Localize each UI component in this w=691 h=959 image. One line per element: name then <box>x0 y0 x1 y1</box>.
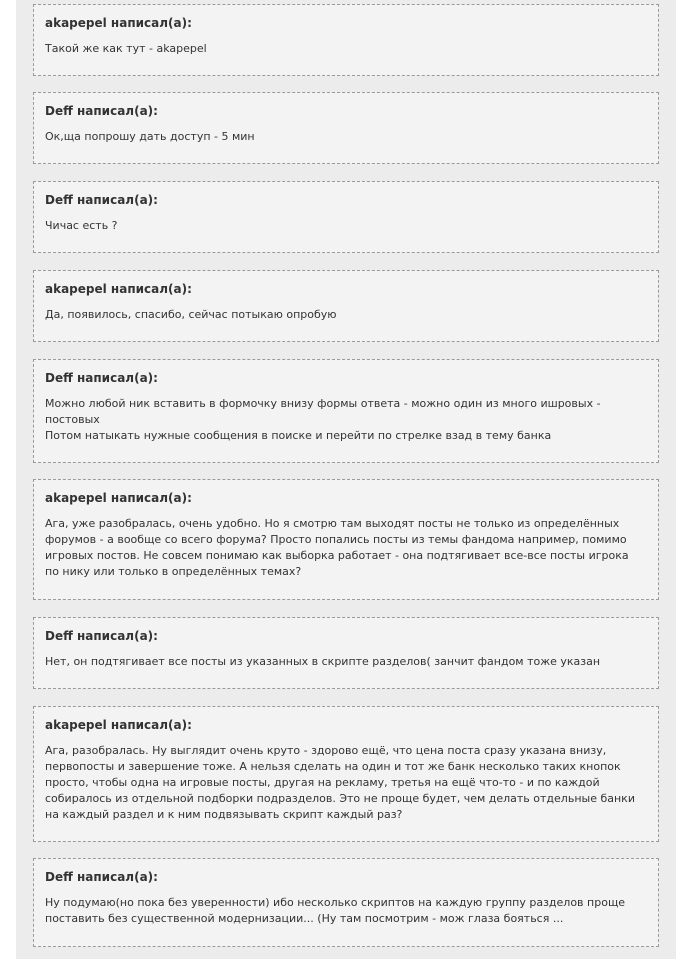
quote-line: форумов - а вообще со всего форума? Просто попались посты из темы фандома например, помимо <box>45 533 627 546</box>
quote-line: Ок,ща попрошу дать доступ - 5 мин <box>45 130 255 143</box>
quote-block <box>33 92 659 164</box>
quote-author[interactable]: akapepel написал(а): <box>45 491 192 505</box>
quote-line: просто, чтобы одна на игровые посты, другая на рекламу, третья на ещё что-то - и по каждой <box>45 776 600 789</box>
quote-text <box>45 516 647 580</box>
quote-author[interactable]: Deff написал(а): <box>45 193 158 207</box>
quote-block <box>33 706 659 842</box>
quote-text <box>45 396 647 444</box>
quote-block <box>33 858 659 947</box>
quote-block <box>33 181 659 253</box>
quote-text <box>45 743 647 823</box>
quote-line: по нику или только в определённых темах? <box>45 565 302 578</box>
quote-block <box>33 359 659 463</box>
quote-line: Чичас есть ? <box>45 219 118 232</box>
quote-block <box>33 270 659 342</box>
quote-author[interactable]: Deff написал(а): <box>45 870 158 884</box>
quote-block <box>33 617 659 689</box>
quote-author[interactable]: akapepel написал(а): <box>45 282 192 296</box>
quote-line: Ага, разобралась. Ну выглядит очень круто - здорово ещё, что цена поста сразу указана внизу, <box>45 744 607 757</box>
quote-line: игровых постов. Не совсем понимаю как выборка работает - она подтягивает все-все посты игрока <box>45 549 629 562</box>
quote-line: Нет, он подтягивает все посты из указанных в скрипте разделов( занчит фандом тоже указан <box>45 655 601 668</box>
quote-author[interactable]: Deff написал(а): <box>45 371 158 385</box>
quote-block <box>33 479 659 600</box>
quote-text <box>45 41 647 57</box>
quote-author[interactable]: Deff написал(а): <box>45 104 158 118</box>
quote-line: Да, появилось, спасибо, сейчас потыкаю опробую <box>45 308 337 321</box>
quote-block <box>33 4 659 76</box>
quote-line: на каждый раздел и к ним подвязывать скрипт каждый раз? <box>45 808 403 821</box>
quote-author[interactable]: akapepel написал(а): <box>45 16 192 30</box>
quote-text <box>45 307 647 323</box>
quote-line: Можно любой ник вставить в формочку внизу формы ответа - можно один из много ишровых - <box>45 397 601 410</box>
quote-line: Ну подумаю(но пока без уверенности) ибо несколько скриптов на каждую группу разделов проще <box>45 896 626 909</box>
quote-line: поставить без существенной модернизации... (Ну там посмотрим - мож глаза бояться ... <box>45 912 564 925</box>
quote-line: Потом натыкать нужные сообщения в поиске и перейти по стрелке взад в тему банка <box>45 429 552 442</box>
quote-author[interactable]: akapepel написал(а): <box>45 718 192 732</box>
quote-author[interactable]: Deff написал(а): <box>45 629 158 643</box>
quote-line: Ага, уже разобралась, очень удобно. Но я смотрю там выходят посты не только из определённых <box>45 517 620 530</box>
quote-line: постовых <box>45 413 100 426</box>
quote-text <box>45 129 647 145</box>
quote-line: Такой же как тут - akapepel <box>45 42 207 55</box>
quote-line: собиралось из отдельной подборки подразделов. Это не проще будет, чем делать отдельные банки <box>45 792 635 805</box>
quote-text <box>45 895 647 927</box>
quote-text <box>45 654 647 670</box>
quote-line: первопосты и завершение тоже. А нельзя сделать на один и тот же банк несколько таких кнопок <box>45 760 621 773</box>
quote-text <box>45 218 647 234</box>
